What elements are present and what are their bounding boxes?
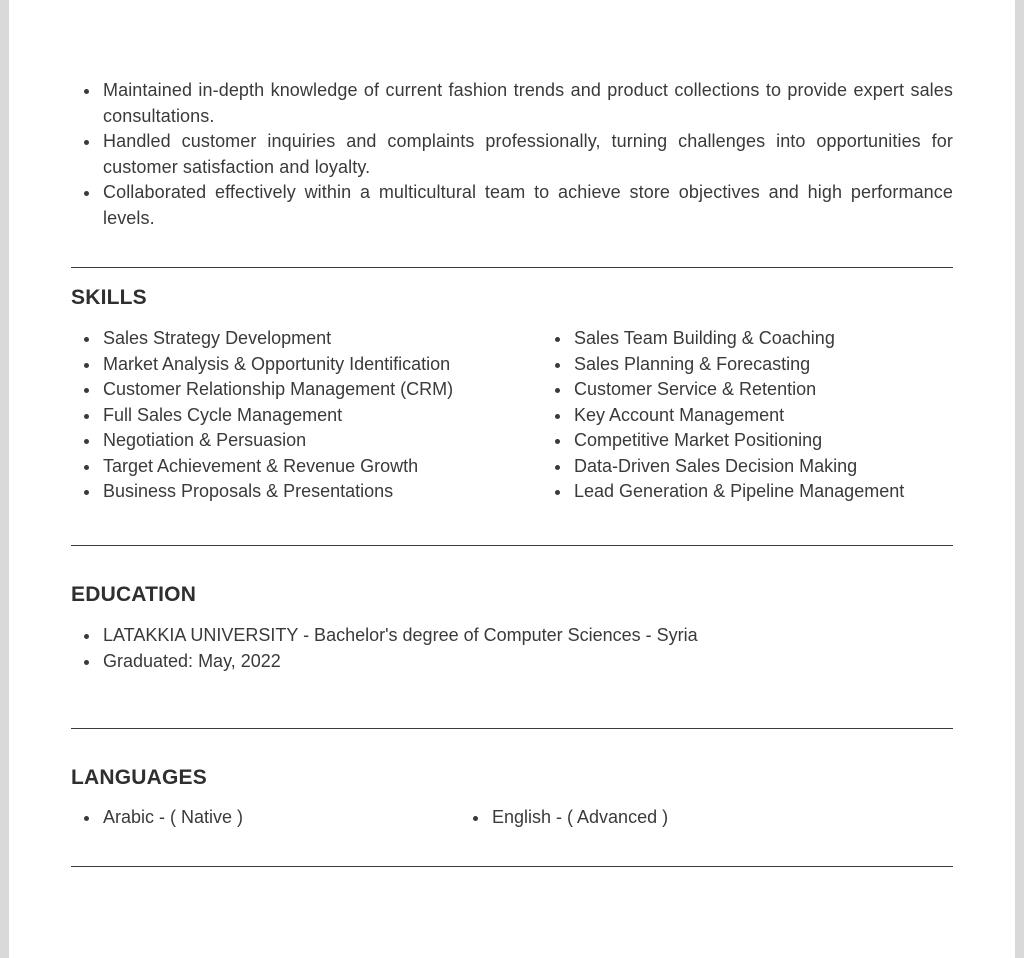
section-divider (71, 267, 953, 268)
experience-bullet: Handled customer inquiries and complaints professionally, turning challenges into opportunities for customer satisfaction and loyalty. (71, 129, 953, 180)
section-divider (71, 545, 953, 546)
skills-list-right (542, 326, 904, 505)
skill-item: Sales Strategy Development (71, 326, 453, 352)
language-item: English - ( Advanced ) (460, 805, 668, 831)
section-divider (71, 866, 953, 867)
skill-item: Competitive Market Positioning (542, 428, 904, 454)
education-heading: EDUCATION (71, 583, 197, 606)
experience-bullet-list (71, 78, 953, 231)
skill-item: Key Account Management (542, 403, 904, 429)
languages-list-left (71, 805, 243, 831)
skill-item: Target Achievement & Revenue Growth (71, 454, 453, 480)
skill-item: Customer Relationship Management (CRM) (71, 377, 453, 403)
skill-item: Full Sales Cycle Management (71, 403, 453, 429)
skill-item: Business Proposals & Presentations (71, 479, 453, 505)
resume-page (9, 0, 1015, 958)
skill-item: Sales Team Building & Coaching (542, 326, 904, 352)
education-list (71, 623, 698, 674)
skills-list-left (71, 326, 453, 505)
language-item: Arabic - ( Native ) (71, 805, 243, 831)
languages-list-right (460, 805, 668, 831)
skill-item: Data-Driven Sales Decision Making (542, 454, 904, 480)
skills-heading: SKILLS (71, 286, 147, 309)
section-divider (71, 728, 953, 729)
skill-item: Market Analysis & Opportunity Identification (71, 352, 453, 378)
experience-bullet: Maintained in-depth knowledge of current fashion trends and product collections to provide expert sales consultations. (71, 78, 953, 129)
education-item: LATAKKIA UNIVERSITY - Bachelor's degree of Computer Sciences - Syria (71, 623, 698, 649)
education-item: Graduated: May, 2022 (71, 649, 698, 675)
skill-item: Negotiation & Persuasion (71, 428, 453, 454)
skill-item: Sales Planning & Forecasting (542, 352, 904, 378)
skill-item: Lead Generation & Pipeline Management (542, 479, 904, 505)
experience-bullet: Collaborated effectively within a multicultural team to achieve store objectives and high performance levels. (71, 180, 953, 231)
skill-item: Customer Service & Retention (542, 377, 904, 403)
languages-heading: LANGUAGES (71, 766, 207, 789)
